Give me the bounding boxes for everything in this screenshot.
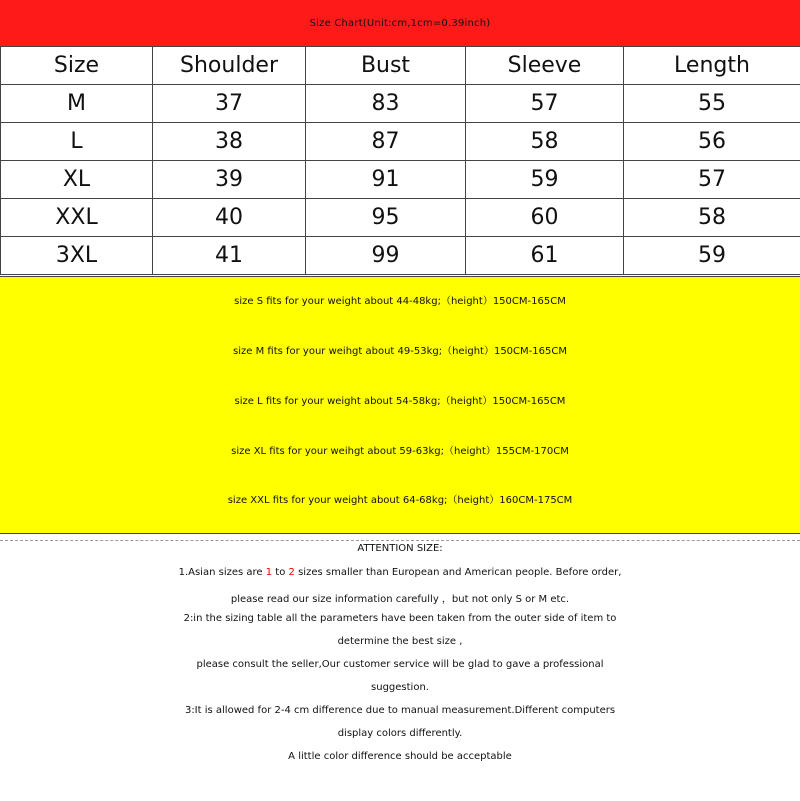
table-cell-shoulder: 38 bbox=[153, 123, 306, 161]
table-cell-shoulder: 39 bbox=[153, 161, 306, 199]
table-cell-shoulder: 37 bbox=[153, 85, 306, 123]
table-cell-length: 55 bbox=[624, 85, 800, 123]
table-cell-bust: 87 bbox=[306, 123, 466, 161]
attention-line: 3:It is allowed for 2-4 cm difference due to manual measurement.Different computers bbox=[0, 705, 800, 716]
highlight-number: 1 bbox=[266, 567, 272, 578]
table-cell-length: 57 bbox=[624, 161, 800, 199]
table-cell-bust: 99 bbox=[306, 237, 466, 275]
table-cell-length: 56 bbox=[624, 123, 800, 161]
table-cell-bust: 91 bbox=[306, 161, 466, 199]
column-header-sleeve: Sleeve bbox=[466, 47, 624, 85]
table-cell-sleeve: 57 bbox=[466, 85, 624, 123]
attention-section bbox=[0, 540, 800, 801]
table-cell-bust: 95 bbox=[306, 199, 466, 237]
highlight-number: 2 bbox=[289, 567, 295, 578]
table-cell-bust: 83 bbox=[306, 85, 466, 123]
table-row bbox=[1, 85, 800, 123]
fit-note: size M fits for your weihgt about 49-53kg;（height）150CM-165CM bbox=[0, 342, 800, 357]
table-cell-sleeve: 58 bbox=[466, 123, 624, 161]
table-cell-sleeve: 60 bbox=[466, 199, 624, 237]
table-header-row bbox=[1, 47, 800, 85]
table-cell-size: L bbox=[1, 123, 153, 161]
column-header-length: Length bbox=[624, 47, 800, 85]
column-header-bust: Bust bbox=[306, 47, 466, 85]
attention-line: 2:in the sizing table all the parameters have been taken from the outer side of item to bbox=[0, 613, 800, 624]
table-cell-length: 59 bbox=[624, 237, 800, 275]
attention-note-1 bbox=[0, 567, 800, 578]
table-cell-sleeve: 61 bbox=[466, 237, 624, 275]
table-cell-sleeve: 59 bbox=[466, 161, 624, 199]
size-table bbox=[0, 46, 800, 275]
fit-guide-panel bbox=[0, 276, 800, 534]
attention-heading: ATTENTION SIZE: bbox=[0, 543, 800, 554]
attention-note-1-suffix: sizes smaller than European and American people. Before order, bbox=[295, 567, 621, 578]
table-cell-shoulder: 40 bbox=[153, 199, 306, 237]
attention-line: please consult the seller,Our customer service will be glad to gave a professional bbox=[0, 659, 800, 670]
table-cell-shoulder: 41 bbox=[153, 237, 306, 275]
table-cell-size: XL bbox=[1, 161, 153, 199]
column-header-size: Size bbox=[1, 47, 153, 85]
attention-line: suggestion. bbox=[0, 682, 800, 693]
fit-note: size S fits for your weight about 44-48kg;（height）150CM-165CM bbox=[0, 292, 800, 307]
fit-note: size XL fits for your weihgt about 59-63kg;（height）155CM-170CM bbox=[0, 442, 800, 457]
column-header-shoulder: Shoulder bbox=[153, 47, 306, 85]
table-cell-size: XXL bbox=[1, 199, 153, 237]
attention-line: A little color difference should be acceptable bbox=[0, 751, 800, 762]
table-cell-size: 3XL bbox=[1, 237, 153, 275]
attention-line: display colors differently. bbox=[0, 728, 800, 739]
table-row bbox=[1, 161, 800, 199]
fit-note: size XXL fits for your weight about 64-68kg;（height）160CM-175CM bbox=[0, 491, 800, 506]
attention-line: determine the best size , bbox=[0, 636, 800, 647]
table-row bbox=[1, 237, 800, 275]
table-cell-length: 58 bbox=[624, 199, 800, 237]
size-chart-title: Size Chart(Unit:cm,1cm=0.39inch) bbox=[0, 0, 800, 47]
attention-note-1-prefix: 1.Asian sizes are bbox=[179, 567, 266, 578]
table-row bbox=[1, 123, 800, 161]
table-cell-size: M bbox=[1, 85, 153, 123]
fit-note: size L fits for your weight about 54-58kg;（height）150CM-165CM bbox=[0, 392, 800, 407]
attention-line: please read our size information carefully ，but not only S or M etc. bbox=[0, 590, 800, 605]
attention-note-1-mid: to bbox=[272, 567, 288, 578]
table-row bbox=[1, 199, 800, 237]
